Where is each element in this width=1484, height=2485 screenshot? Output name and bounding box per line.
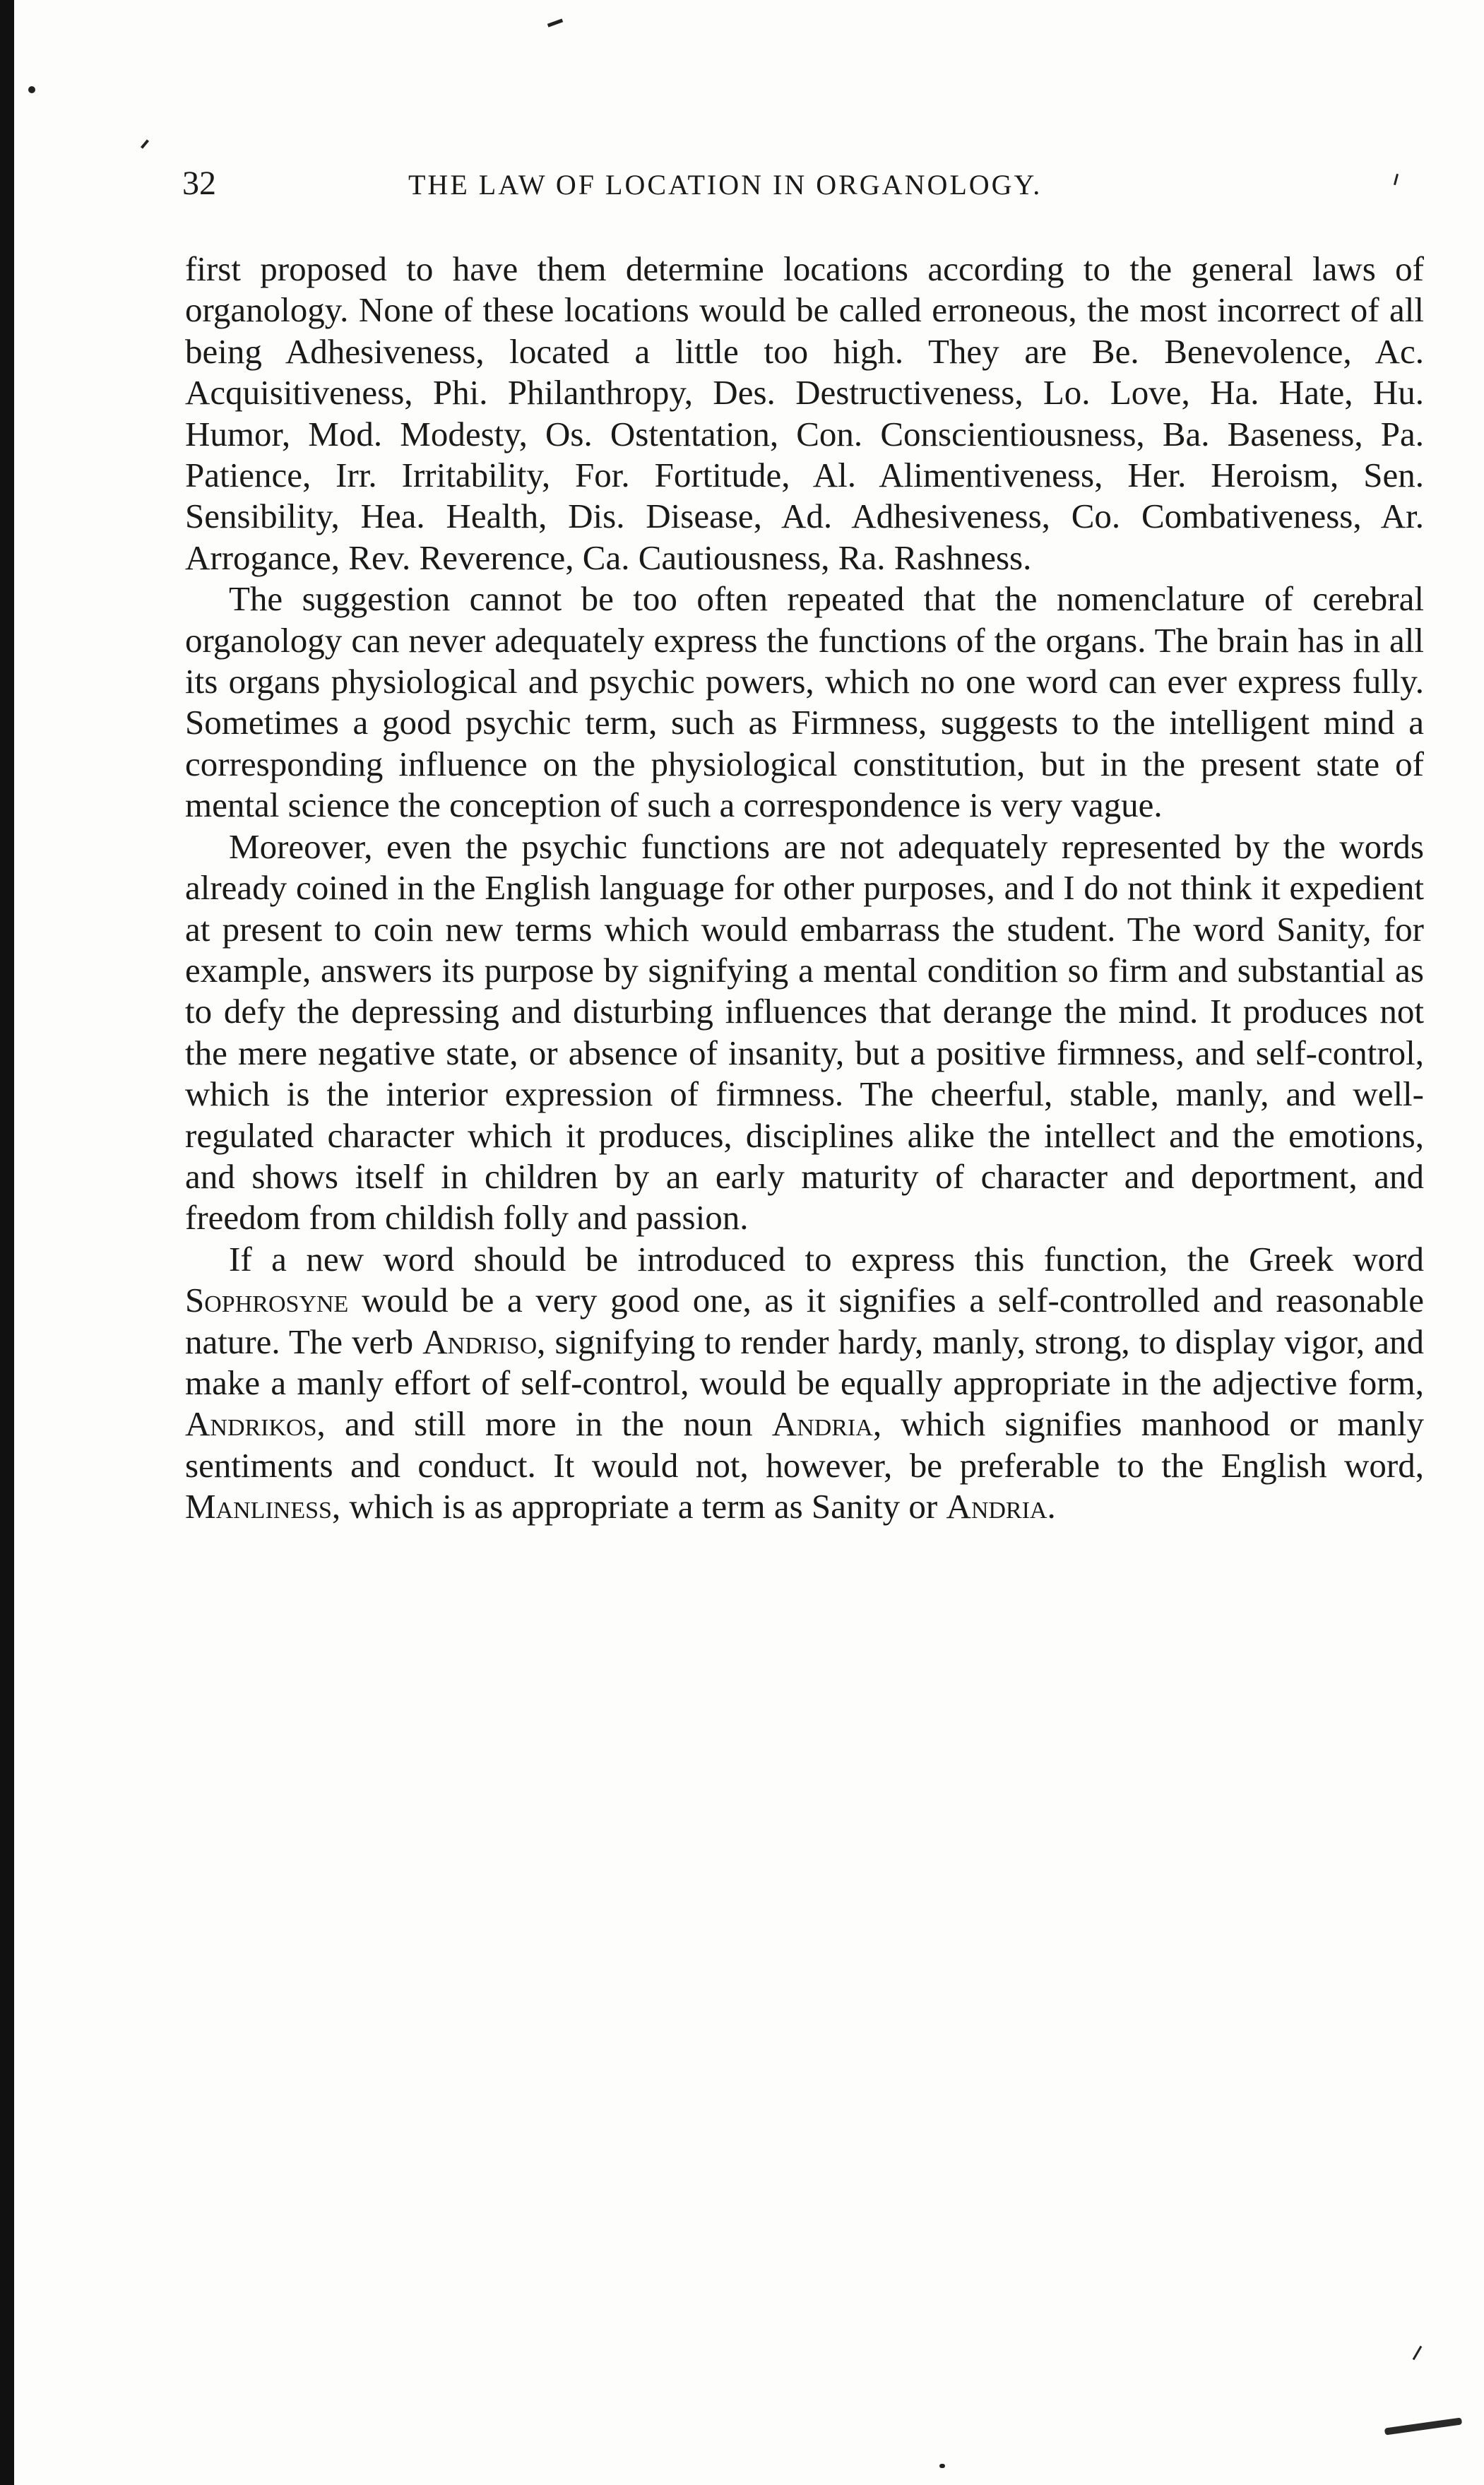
page-binding-edge bbox=[0, 0, 14, 2485]
paragraph-4 bbox=[185, 1239, 1424, 1528]
greek-term-andrikos: Andrikos bbox=[185, 1404, 317, 1444]
paragraph-1: first proposed to have them determine locations according to the general laws of organology. None of these locations would be called erroneous, the most incorrect of all being Adhesiveness, located a little too high. They are Be. Benevolence, Ac. Acquisitiveness, Phi. Philanthropy, Des. Destructiveness, Lo. Love, Ha. Hate, Hu. Humor, Mod. Modesty, Os. Ostentation, Con. Conscientiousness, Ba. Baseness, Pa. Patience, Irr. Irritability, For. Fortitude, Al. Alimentiveness, Her. Heroism, Sen. Sensibility, Hea. Health, Dis. Disease, Ad. Adhesiveness, Co. Combativeness, Ar. Arrogance, Rev. Reverence, Ca. Cautiousness, Ra. Rashness. bbox=[185, 249, 1424, 577]
scan-speck bbox=[28, 86, 35, 93]
greek-term-andria: Andria bbox=[771, 1404, 873, 1444]
paragraph-4-text: , signifying to render hardy, manly, strong, to display vigor, and make a manly effort of self-control, would be equally appropriate in the adjective form, bbox=[185, 1322, 1424, 1402]
paragraph-4-text: If a new word should be introduced to express this function, the Greek word bbox=[229, 1239, 1424, 1279]
term-manliness: Manliness bbox=[185, 1487, 332, 1526]
paragraph-3: Moreover, even the psychic functions are not adequately represented by the words already coined in the English language for other purposes, and I do not think it expedient at present to coin new terms which would embarrass the student. The word Sanity, for example, answers its purpose by signifying a mental condition so firm and substantial as to defy the depressing and disturbing influences that derange the mind. It produces not the mere negative state, or absence of insanity, but a positive firmness, and self-control, which is the interior expression of firmness. The cheerful, stable, manly, and well-regulated character which it produces, disciplines alike the intellect and the emotions, and shows itself in children by an early maturity of character and deportment, and freedom from childish folly and passion. bbox=[185, 826, 1424, 1238]
running-title: THE LAW OF LOCATION IN ORGANOLOGY. bbox=[408, 169, 1043, 201]
body-text bbox=[185, 249, 1424, 1528]
page-header bbox=[182, 164, 1434, 213]
page-number: 32 bbox=[182, 165, 216, 202]
scan-speck bbox=[547, 18, 563, 27]
paragraph-4-text: , which signifies manhood or manly sentiments and conduct. It would not, however, be preferable to the English word, bbox=[185, 1404, 1424, 1485]
paragraph-4-text: , which is as appropriate a term as Sanity or bbox=[331, 1487, 946, 1526]
paragraph-4-text: , and still more in the noun bbox=[316, 1404, 772, 1444]
paragraph-4-text: would be a very good one, as it signifies a self-controlled and reasonable nature. The verb bbox=[185, 1281, 1424, 1361]
scan-speck bbox=[939, 2464, 945, 2468]
greek-term-andriso: Andriso bbox=[422, 1322, 538, 1361]
paragraph-2: The suggestion cannot be too often repeated that the nomenclature of cerebral organology can never adequately express the functions of the organs. The brain has in all its organs physiological and psychic powers, which no one word can ever express fully. Sometimes a good psychic term, such as Firmness, suggests to the intelligent mind a corresponding influence on the physiological constitution, but in the present state of mental science the conception of such a correspondence is very vague. bbox=[185, 579, 1424, 825]
greek-term-andria-final: Andria bbox=[946, 1487, 1047, 1526]
page-corner-mark bbox=[1384, 2417, 1462, 2435]
paragraph-4-text: . bbox=[1047, 1487, 1056, 1526]
scan-speck bbox=[141, 139, 149, 148]
greek-term-sophrosyne: Sophrosyne bbox=[185, 1281, 349, 1320]
scan-speck bbox=[1413, 2346, 1423, 2361]
